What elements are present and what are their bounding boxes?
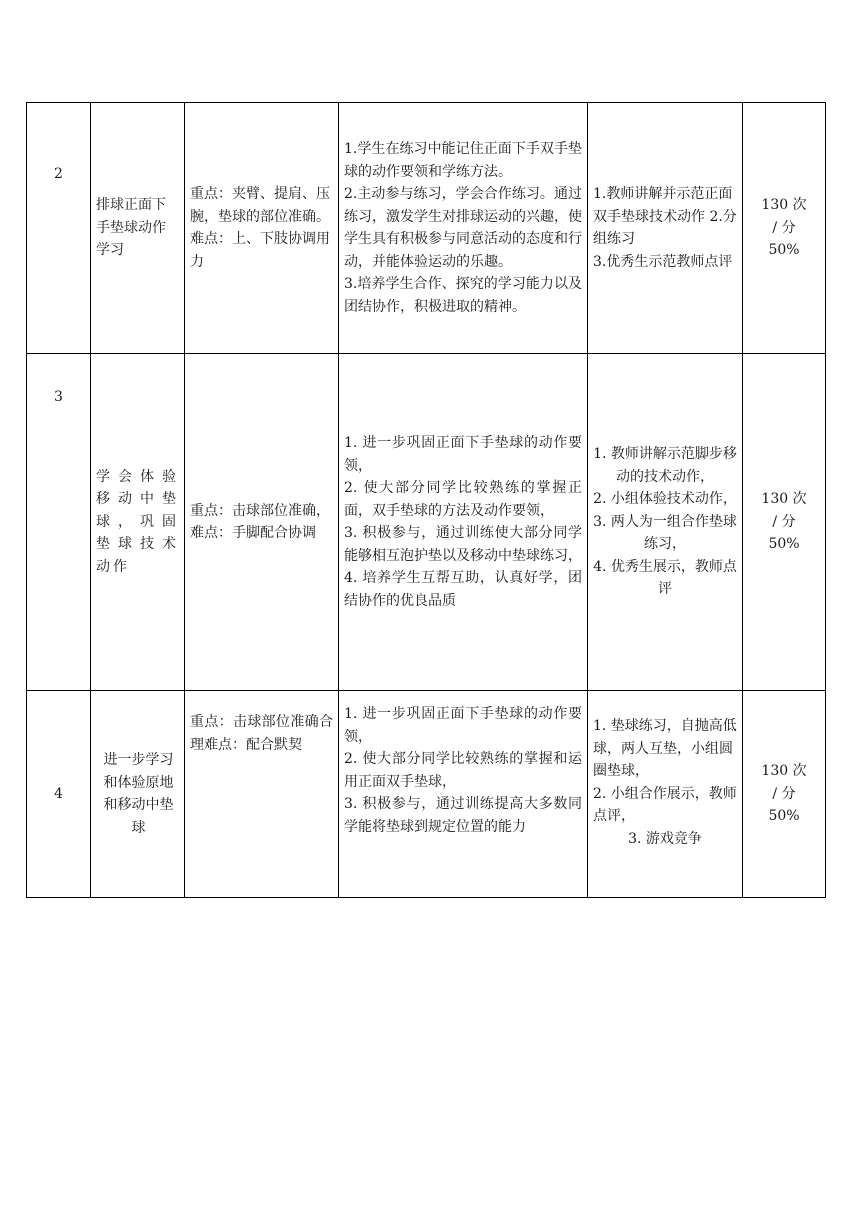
table-row — [27, 691, 826, 898]
lesson-plan-table — [26, 102, 826, 898]
exercise-load — [743, 103, 826, 354]
key-points — [185, 691, 339, 898]
lesson-title: 学会体验移动中垫球，巩固垫球技术动作 — [91, 354, 185, 691]
objective-item: 2. 使大部分同学比较熟练的掌握正面，双手垫球的方法及动作要领， — [344, 480, 582, 519]
lesson-title: 进一步学习和体验原地和移动中垫球 — [91, 691, 185, 898]
lesson-number: 3 — [27, 354, 91, 691]
teaching-methods — [588, 691, 743, 898]
method-item: 1.教师讲解并示范正面双手垫球技术动作 2.分组练习 — [593, 186, 737, 247]
method-item: 2. 小组体验技术动作， — [593, 491, 737, 508]
lesson-number: 2 — [27, 103, 91, 354]
key-point-line: 重点：击球部位准确， — [190, 502, 330, 519]
objective-item: 1.学生在练习中能记住正面下手双手垫球的动作要领和学练方法。 — [344, 141, 582, 180]
heart-rate: 130 次 — [761, 197, 807, 214]
key-points — [185, 354, 339, 691]
heart-rate: 130 次 — [761, 491, 807, 508]
method-item: 4. 优秀生展示，教师点评 — [593, 558, 737, 598]
heart-rate-unit: / 分 — [772, 513, 796, 530]
density: 50% — [768, 242, 800, 259]
key-point-line: 重点：击球部位准确合理难点：配合默契 — [190, 714, 333, 753]
objective-item: 3. 积极参与，通过训练提高大多数同学能将垫球到规定位置的能力 — [344, 796, 582, 835]
method-item: 1. 垫球练习，自抛高低球，两人互垫，小组圆圈垫球， — [593, 718, 737, 779]
method-item: 3. 两人为一组合作垫球练习， — [593, 513, 737, 553]
difficulty-line: 难点：上、下肢协调用力 — [190, 231, 330, 270]
objective-item: 2. 使大部分同学比较熟练的掌握和运用正面双手垫球， — [344, 751, 582, 790]
key-points — [185, 103, 339, 354]
objective-item: 3. 积极参与，通过训练使大部分同学能够相互泡护垫以及移动中垫球练习， — [344, 525, 582, 564]
density: 50% — [768, 536, 800, 553]
method-item: 1. 教师讲解示范脚步移动的技术动作， — [593, 446, 737, 485]
teaching-methods — [588, 354, 743, 691]
lesson-number: 4 — [27, 691, 91, 898]
teaching-objectives — [339, 354, 588, 691]
objective-item: 1. 进一步巩固正面下手垫球的动作要领， — [344, 706, 582, 745]
objective-item: 1. 进一步巩固正面下手垫球的动作要领， — [344, 435, 582, 474]
heart-rate-unit: / 分 — [772, 785, 796, 802]
exercise-load — [743, 691, 826, 898]
objective-item: 2.主动参与练习，学会合作练习。通过练习，激发学生对排球运动的兴趣，使学生具有积极参与同意活动的态度和行动，并能体验运动的乐趣。 — [344, 186, 582, 270]
lesson-title: 排球正面下手垫球动作学习 — [91, 103, 185, 354]
density: 50% — [768, 808, 800, 825]
method-item: 3. 游戏竞争 — [628, 830, 702, 847]
heart-rate: 130 次 — [761, 763, 807, 780]
teaching-objectives — [339, 103, 588, 354]
teaching-methods — [588, 103, 743, 354]
teaching-objectives — [339, 691, 588, 898]
key-point-line: 重点：夹臂、提肩、压腕，垫球的部位准确。 — [190, 186, 330, 225]
heart-rate-unit: / 分 — [772, 219, 796, 236]
table-row — [27, 103, 826, 354]
table-row — [27, 354, 826, 691]
method-item: 2. 小组合作展示，教师点评， — [593, 785, 737, 824]
exercise-load — [743, 354, 826, 691]
objective-item: 3.培养学生合作、探究的学习能力以及团结协作，积极进取的精神。 — [344, 276, 582, 315]
objective-item: 4. 培养学生互帮互助，认真好学，团结协作的优良品质 — [344, 570, 582, 609]
difficulty-line: 难点：手脚配合协调 — [190, 525, 316, 541]
method-item: 3.优秀生示范教师点评 — [593, 253, 733, 270]
